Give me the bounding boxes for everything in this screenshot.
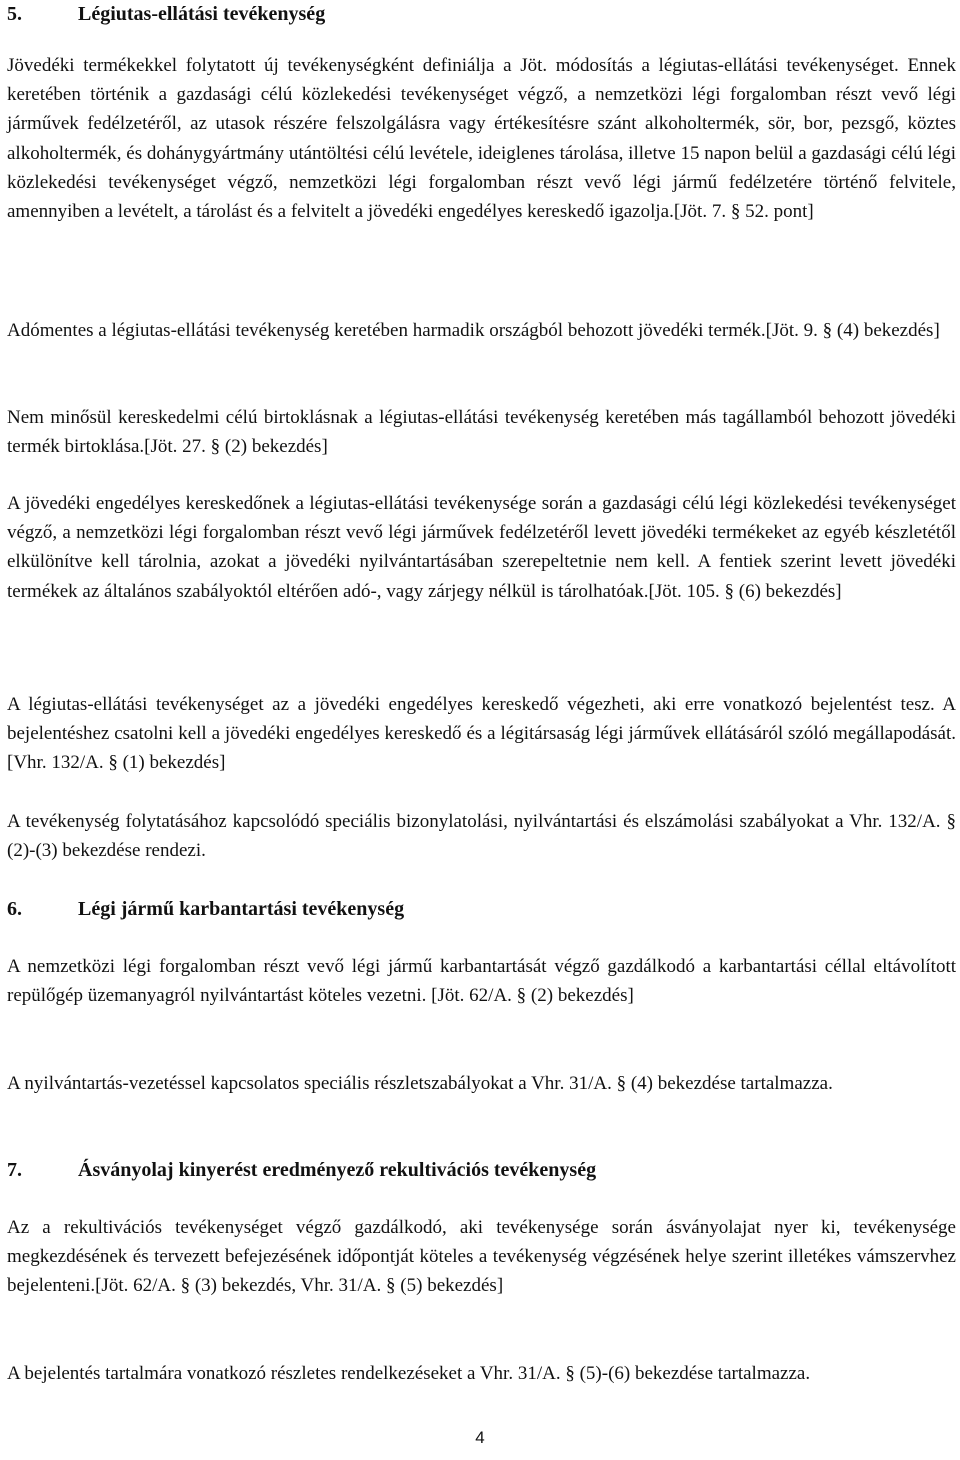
paragraph: Adómentes a légiutas-ellátási tevékenység keretében harmadik országból behozott jövedéki termék.[Jöt. 9. § (4) bekezdés] <box>7 320 940 341</box>
section-number: 7. <box>7 1159 22 1181</box>
section-heading-7 <box>7 1156 596 1185</box>
section-number: 6. <box>7 898 22 920</box>
paragraph: A légiutas-ellátási tevékenységet az a jövedéki engedélyes kereskedő végezheti, aki erre vonatkozó bejelentést tesz. A bejelentéshez csatolni kell a jövedéki engedélyes kereskedő és a légitársaság légi járművek ellátásáról szóló megállapodását.[Vhr. 132/A. § (1) bekezdés] <box>7 694 956 774</box>
paragraph: Jövedéki termékekkel folytatott új tevékenységként definiálja a Jöt. módosítás a légiutas-ellátási tevékenységet. Ennek keretében történik a gazdasági célú közlekedési tevékenységet végző, a nemzetközi légi forgalomban részt vevő légi járművek fedélzetéről, az utasok részére felszolgálásra vagy értékesítésre szánt alkoholtermék, sör, bor, pezsgő, köztes alkoholtermék, és dohánygyártmány utántöltési célú levétele, ideiglenes tárolása, illetve 15 napon belül a gazdasági célú légi közlekedési tevékenységet végző, nemzetközi légi forgalomban részt vevő légi jármű fedélzetére történő felvitele, amennyiben a levételt, a tárolást és a felvitelt a jövedéki engedélyes kereskedő igazolja.[Jöt. 7. § 52. pont] <box>7 55 956 223</box>
paragraph: Az a rekultivációs tevékenységet végző gazdálkodó, aki tevékenysége során ásványolajat nyer ki, tevékenysége megkezdésének és tervezett befejezésének időpontját köteles a tevékenység végzésének helye szerint illetékes vámszervhez bejelenteni.[Jöt. 62/A. § (3) bekezdés, Vhr. 31/A. § (5) bekezdés] <box>7 1217 956 1297</box>
paragraph: A bejelentés tartalmára vonatkozó részletes rendelkezéseket a Vhr. 31/A. § (5)-(6) bekezdése tartalmazza. <box>7 1363 811 1384</box>
paragraph: A nemzetközi légi forgalomban részt vevő légi jármű karbantartását végző gazdálkodó a karbantartási céllal eltávolított repülőgép üzemanyagról nyilvántartást köteles vezetni. [Jöt. 62/A. § (2) bekezdés] <box>7 956 956 1007</box>
page-number: 4 <box>475 1428 485 1447</box>
section-heading-5 <box>7 0 325 29</box>
section-title: Ásványolaj kinyerést eredményező rekultivációs tevékenység <box>78 1159 597 1181</box>
section-title: Légiutas-ellátási tevékenység <box>78 3 326 25</box>
paragraph: Nem minősül kereskedelmi célú birtoklásnak a légiutas-ellátási tevékenység keretében más tagállamból behozott jövedéki termék birtoklása.[Jöt. 27. § (2) bekezdés] <box>7 407 956 458</box>
section-number: 5. <box>7 3 22 25</box>
section-heading-6 <box>7 895 404 924</box>
paragraph: A nyilvántartás-vezetéssel kapcsolatos speciális részletszabályokat a Vhr. 31/A. § (4) bekezdése tartalmazza. <box>7 1073 833 1094</box>
section-title: Légi jármű karbantartási tevékenység <box>78 898 405 920</box>
paragraph: A tevékenység folytatásához kapcsolódó speciális bizonylatolási, nyilvántartási és elszámolási szabályokat a Vhr. 132/A. § (2)-(3) bekezdése rendezi. <box>7 811 956 862</box>
paragraph: A jövedéki engedélyes kereskedőnek a légiutas-ellátási tevékenysége során a gazdasági célú légi közlekedési tevékenységet végző, a nemzetközi légi forgalomban részt vevő légi járművek fedélzetéről levett jövedéki termékeket az egyéb készletétől elkülönítve kell tárolnia, azokat a jövedéki nyilvántartásában szerepeltetnie nem kell. A fentiek szerint levett jövedéki termékek az általános szabályoktól eltérően adó-, vagy zárjegy nélkül is tárolhatóak.[Jöt. 105. § (6) bekezdés] <box>7 493 956 602</box>
